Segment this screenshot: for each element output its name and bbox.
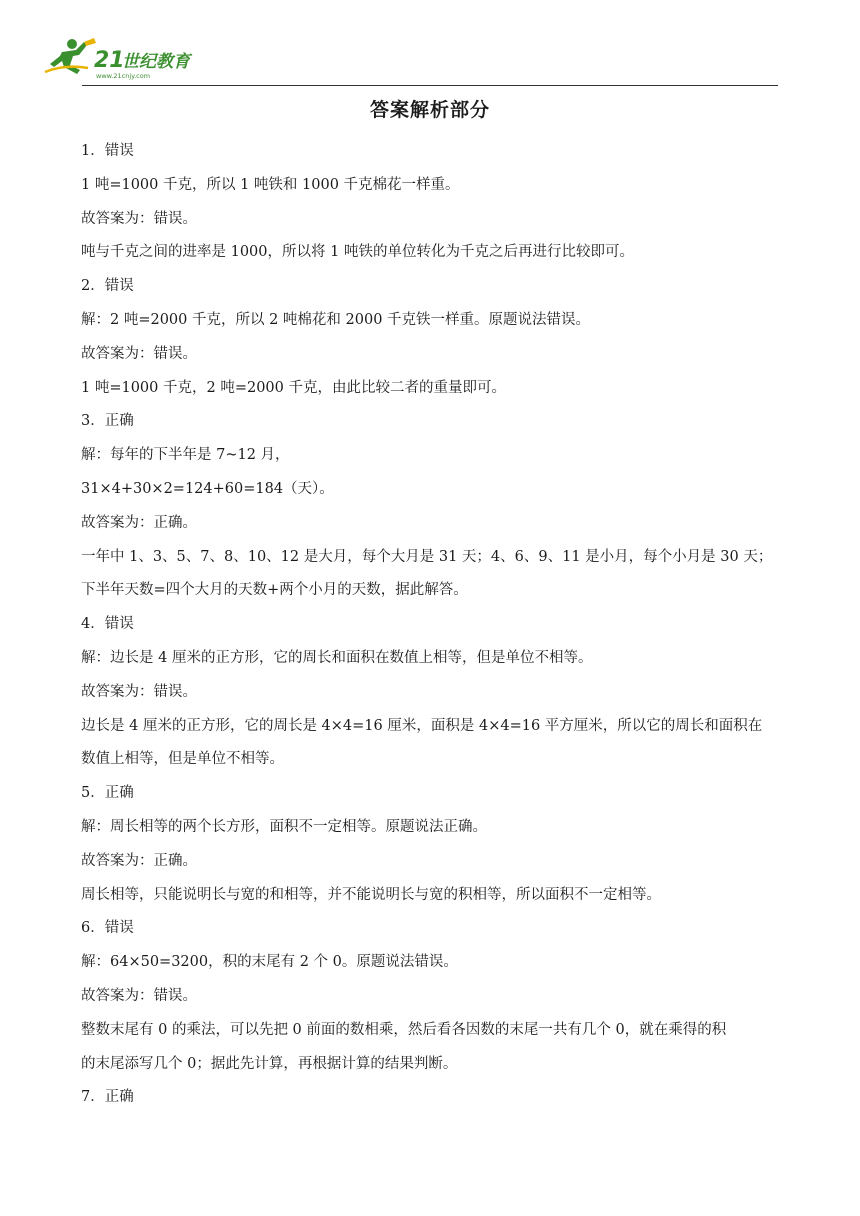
answer-line: 下半年天数=四个大月的天数+两个小月的天数，据此解答。 bbox=[81, 582, 468, 599]
runner-icon bbox=[45, 38, 96, 74]
answer-line: 31×4+30×2=124+60=184（天）。 bbox=[81, 480, 334, 497]
answer-line: 1 吨=1000 千克，2 吨=2000 千克，由此比较二者的重量即可。 bbox=[81, 379, 506, 396]
answer-heading-4: 4．错误 bbox=[81, 616, 134, 633]
answer-line: 故答案为：错误。 bbox=[81, 683, 197, 700]
answer-content bbox=[81, 135, 781, 1115]
answer-line: 故答案为：正确。 bbox=[81, 852, 197, 869]
answer-line: 一年中 1、3、5、7、8、10、12 是大月，每个大月是 31 天；4、6、9、11 是小月，每个小月是 30 天； bbox=[81, 548, 773, 565]
page-header bbox=[40, 34, 780, 86]
svg-text:www.21cnjy.com: www.21cnjy.com bbox=[96, 72, 151, 80]
answer-heading-1: 1．错误 bbox=[81, 143, 134, 159]
answer-line: 整数末尾有 0 的乘法，可以先把 0 前面的数相乘，然后看各因数的末尾一共有几个 0，就在乘得的积 bbox=[81, 1021, 727, 1038]
answer-line: 的末尾添写几个 0；据此先计算，再根据计算的结果判断。 bbox=[81, 1055, 458, 1072]
logo-21cnjy bbox=[40, 34, 215, 82]
answer-line: 解：周长相等的两个长方形，面积不一定相等。原题说法正确。 bbox=[81, 818, 487, 835]
answer-line: 数值上相等，但是单位不相等。 bbox=[81, 751, 284, 768]
answer-heading-2: 2．错误 bbox=[81, 278, 134, 295]
answer-line: 解：64×50=3200，积的末尾有 2 个 0。原题说法错误。 bbox=[81, 954, 458, 971]
answer-line: 解：边长是 4 厘米的正方形，它的周长和面积在数值上相等，但是单位不相等。 bbox=[81, 649, 593, 666]
svg-text:世纪教育: 世纪教育 bbox=[122, 52, 190, 72]
svg-text:21: 21 bbox=[94, 48, 125, 73]
page-title: 答案解析部分 bbox=[369, 99, 490, 121]
answer-line: 故答案为：正确。 bbox=[81, 514, 197, 531]
header-divider bbox=[82, 85, 778, 86]
answer-heading-7: 7．正确 bbox=[81, 1089, 134, 1106]
answer-line: 1 吨=1000 千克，所以 1 吨铁和 1000 千克棉花一样重。 bbox=[81, 176, 460, 193]
answer-line: 故答案为：错误。 bbox=[81, 987, 197, 1004]
answer-line: 故答案为：错误。 bbox=[81, 210, 197, 227]
answer-heading-5: 5．正确 bbox=[81, 785, 134, 802]
answer-line: 解：2 吨=2000 千克，所以 2 吨棉花和 2000 千克铁一样重。原题说法错误。 bbox=[81, 311, 591, 328]
answer-heading-6: 6．错误 bbox=[81, 920, 134, 937]
answer-line: 吨与千克之间的进率是 1000，所以将 1 吨铁的单位转化为千克之后再进行比较即可。 bbox=[81, 244, 634, 261]
answer-line: 边长是 4 厘米的正方形，它的周长是 4×4=16 厘米，面积是 4×4=16 平方厘米，所以它的周长和面积在 bbox=[81, 717, 763, 734]
answer-heading-3: 3．正确 bbox=[81, 413, 134, 430]
answer-line: 解：每年的下半年是 7~12 月， bbox=[81, 447, 290, 464]
answer-line: 故答案为：错误。 bbox=[81, 345, 197, 362]
answer-line: 周长相等，只能说明长与宽的和相等，并不能说明长与宽的积相等，所以面积不一定相等。 bbox=[81, 886, 661, 903]
